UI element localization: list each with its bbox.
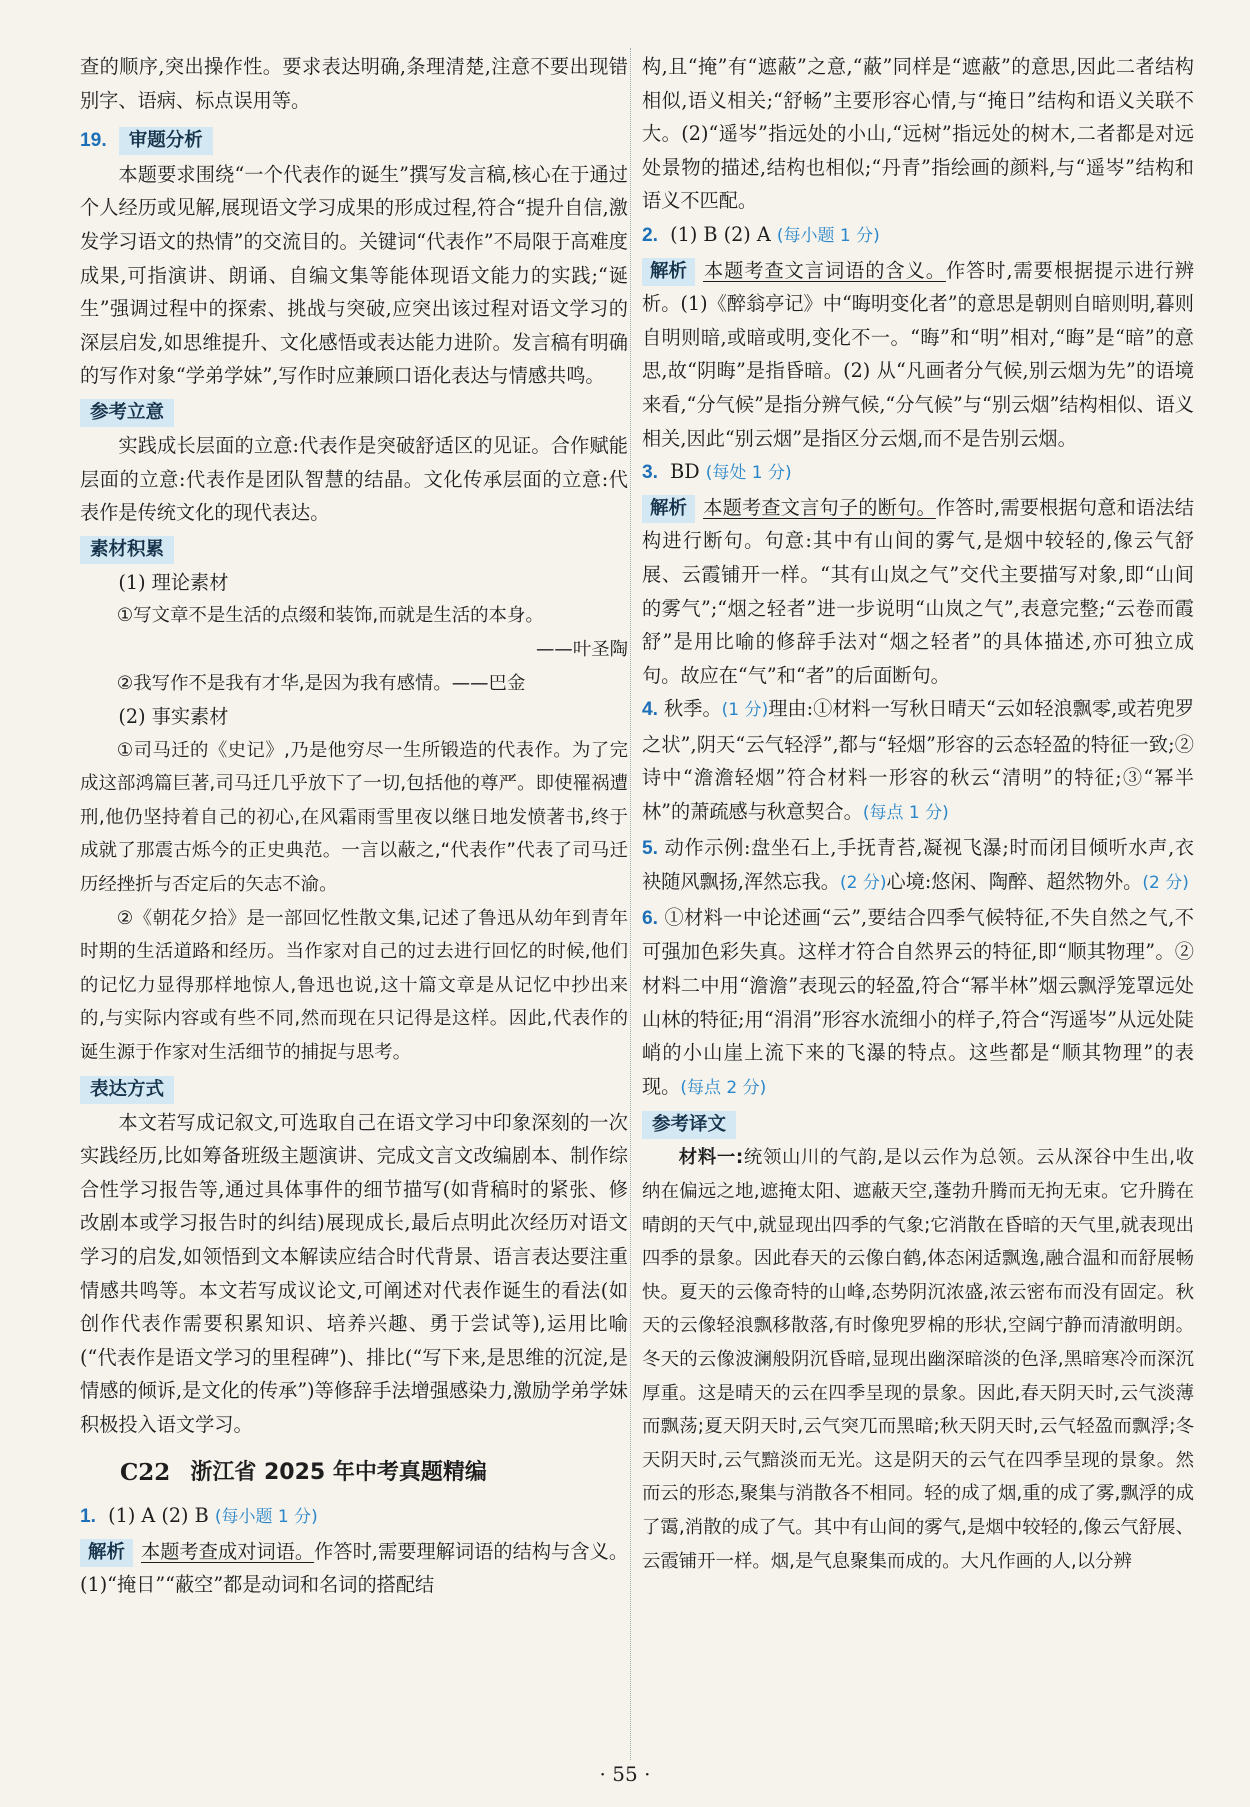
q2-score: (每小题 1 分) xyxy=(776,225,880,246)
q3-lead: 本题考查文言句子的断句。 xyxy=(703,495,936,519)
question-number: 19. xyxy=(80,130,107,152)
label-ideas: 参考立意 xyxy=(80,399,174,427)
tag-explanation: 解析 xyxy=(80,1539,133,1567)
q19-analysis: 本题要求围绕“一个代表作的诞生”撰写发言稿,核心在于通过个人经历或见解,展现语文学习成果的形成过程,符合“提升自信,激发学习语文的热情”的交流目的。关键词“代表作”不局限于高难度成果,可指演讲、朗诵、自编文集等能体现语文能力的实践;“诞生”强调过程中的探索、挑战与突破,应突出该过程对语文学习的深层启发,如思维提升、文化感悟或表达能力进阶。发言稿有明确的写作对象“学弟学妹”,写作时应兼顾口语化表达与情感共鸣。 xyxy=(80,162,628,388)
q1-answer-line xyxy=(80,1499,628,1535)
q6-score: (每点 2 分) xyxy=(680,1077,767,1098)
q19-expression: 本文若写成记叙文,可选取自己在语文学习中印象深刻的一次实践经历,比如筹备班级主题演讲、完成文言文改编剧本、制作综合性学习报告等,通过具体事件的细节描写(如背稿时的紧张、修改剧本或学习报告时的纠结)展现成长,最后点明此次经历对语文学习的启发,如领悟到文本解读应结合时代背景、语言表达要注重情感共鸣等。本文若写成议论文,可阐述对代表作诞生的看法(如创作代表作需要积累知识、培养兴趣、勇于尝试等),运用比喻(“代表作是语文学习的里程碑”)、排比(“写下来,是思维的沉淀,是情感的倾诉,是文化的传承”)等修辞手法增强感染力,激励学弟学妹积极投入语文学习。 xyxy=(80,1110,628,1436)
question-number: 6. xyxy=(642,907,659,929)
label-analysis: 审题分析 xyxy=(119,127,213,155)
q3-answer-line xyxy=(642,455,1194,491)
q2-text: 作答时,需要根据提示进行辨析。(1)《醉翁亭记》中“晦明变化者”的意思是朝则自暗则明,暮则自明则暗,或暗或明,变化不一。“晦”和“明”相对,“晦”是“暗”的意思,故“阴晦”是指昏暗。(2) 从“凡画者分气候,别云烟为先”的语境来看,“分气候”是指分辨气候,“分气候”与“别云烟”结构相似、语义相关,因此“别云烟”是指区分云烟,而不是告别云烟。 xyxy=(642,258,1195,450)
fact-2: ②《朝花夕拾》是一部回忆性散文集,记述了鲁迅从幼年到青年时期的生活道路和经历。当作家对自己的过去进行回忆的时候,他们的记忆力显得那样地惊人,鲁迅也说,这十篇文章是从记忆中抄出来的,与实际内容或有些不同,然而现在只记得是这样。因此,代表作的诞生源于作家对生活细节的捕捉与思考。 xyxy=(80,907,628,1064)
question-number: 3. xyxy=(642,462,659,484)
tag-explanation: 解析 xyxy=(642,258,695,286)
q4-score-2: (每点 1 分) xyxy=(862,803,949,824)
tag-explanation: 解析 xyxy=(642,495,695,523)
q19-ideas: 实践成长层面的立意:代表作是突破舒适区的见证。合作赋能层面的立意:代表作是团队智慧的结晶。文化传承层面的立意:代表作是传统文化的现代表达。 xyxy=(80,433,628,525)
q4-answer xyxy=(642,692,1194,830)
question-number: 4. xyxy=(642,699,659,721)
q1-explanation xyxy=(80,1535,628,1602)
label-expression: 表达方式 xyxy=(80,1076,174,1104)
q19-header xyxy=(80,123,628,158)
quote-1: ①写文章不是生活的点缀和装饰,而就是生活的本身。 xyxy=(116,605,544,627)
q5-answer xyxy=(642,831,1194,901)
q5-score-1: (2 分) xyxy=(839,873,887,894)
q2-answer-line xyxy=(642,218,1194,254)
q4-answer-text: 秋季。 xyxy=(664,697,722,721)
question-number: 5. xyxy=(642,837,659,859)
q1-continuation: 构,且“掩”有“遮蔽”之意,“蔽”同样是“遮蔽”的意思,因此二者结构相似,语义相关;“舒畅”主要形容心情,与“掩日”结构和语义关联不大。(2)“遥岑”指远处的小山,“远树”指远处的树木,二者都是对远处景物的描述,结构也相似;“丹青”指绘画的颜料,与“遥岑”结构和语义不匹配。 xyxy=(642,55,1194,213)
q3-answer: BD xyxy=(670,460,700,484)
q1-lead: 本题考查成对词语。 xyxy=(141,1539,315,1563)
section-heading xyxy=(120,1456,628,1490)
q4-text: 理由:①材料一写秋日晴天“云如轻浪飘零,或若兜罗之状”,阴天“云气轻浮”,都与“轻烟”形容的云态轻盈的特征一致;②诗中“澹澹轻烟”符合材料一形容的秋云“清明”的特征;③“幂半林”的萧疏感与秋意契合。 xyxy=(642,697,1195,824)
question-number: 1. xyxy=(80,1506,97,1528)
q4-score-1: (1 分) xyxy=(721,700,769,721)
q2-explanation xyxy=(642,254,1194,456)
q2-answer: (1) B (2) A xyxy=(670,222,771,246)
translation-lead: 材料一: xyxy=(678,1147,744,1169)
q6-answer xyxy=(642,901,1194,1106)
page-number: · 55 · xyxy=(599,1762,651,1786)
q3-explanation xyxy=(642,491,1194,693)
column-divider xyxy=(630,48,631,1760)
left-column xyxy=(80,50,628,1602)
q1-text: 作答时,需要理解词语的结构与含义。(1)“掩日”“蔽空”都是动词和名词的搭配结 xyxy=(80,1539,629,1597)
q6-text: ①材料一中论述画“云”,要结合四季气候特征,不失自然之气,不可强加色彩失真。这样才符合自然界云的特征,即“顺其物理”。②材料二中用“澹澹”表现云的轻盈,符合“幂半林”烟云飘浮笼罩远处山林的特征;用“涓涓”形容水流细小的样子,符合“泻遥岑”从远处陡峭的小山崖上流下来的飞瀑的特点。这些都是“顺其物理”的表现。 xyxy=(642,905,1194,1098)
q1-answer: (1) A (2) B xyxy=(108,1504,209,1528)
intro-continuation: 查的顺序,突出操作性。要求表达明确,条理清楚,注意不要出现错别字、语病、标点误用等。 xyxy=(80,55,628,112)
q5-score-2: (2 分) xyxy=(1142,873,1189,894)
section-title: 浙江省 2025 年中考真题精编 xyxy=(190,1459,487,1485)
q5-text: 动作示例:盘坐石上,手抚青苔,凝视飞瀑;时而闭目倾听水声,衣袂随风飘扬,浑然忘我。 xyxy=(642,835,1194,894)
section-code: C22 xyxy=(120,1458,171,1486)
q5-text-2: 心境:悠闲、陶醉、超然物外。 xyxy=(886,870,1143,894)
fact-heading: (2) 事实素材 xyxy=(118,705,229,729)
theory-heading: (1) 理论素材 xyxy=(118,570,229,594)
q3-score: (每处 1 分) xyxy=(705,463,792,484)
translation-text xyxy=(642,1141,1194,1578)
fact-1: ①司马迁的《史记》,乃是他穷尽一生所锻造的代表作。为了完成这部鸿篇巨著,司马迁几乎放下了一切,包括他的尊严。即使罹祸遭刑,他仍坚持着自己的初心,在风霜雨雪里夜以继日地发愤著书,终于成就了那震古烁今的正史典范。一言以蔽之,“代表作”代表了司马迁历经挫折与否定后的矢志不渝。 xyxy=(80,739,628,896)
label-material: 素材积累 xyxy=(80,536,174,564)
q2-lead: 本题考查文言词语的含义。 xyxy=(703,258,946,282)
q1-score: (每小题 1 分) xyxy=(214,1507,318,1528)
q3-text: 作答时,需要根据句意和语法结构进行断句。句意:其中有山间的雾气,是烟中较轻的,像云气舒展、云霞铺开一样。“其有山岚之气”交代主要描写对象,即“山间的雾气”;“烟之轻者”进一步说明“山岚之气”,表意完整;“云卷而霞舒”是用比喻的修辞手法对“烟之轻者”的具体描述,亦可独立成句。故应在“气”和“者”的后面断句。 xyxy=(642,495,1194,687)
question-number: 2. xyxy=(642,224,659,246)
quote-2: ②我写作不是我有才华,是因为我有感情。——巴金 xyxy=(116,672,526,694)
quote-1-author: ——叶圣陶 xyxy=(536,638,628,660)
translation-body: 统领山川的气韵,是以云作为总领。云从深谷中生出,收纳在偏远之地,遮掩太阳、遮蔽天空,蓬勃升腾而无拘无束。它升腾在晴朗的天气中,就显现出四季的气象;它消散在昏暗的天气里,就表现出四季的景象。因此春天的云像白鹤,体态闲适飘逸,融合温和而舒展畅快。夏天的云像奇特的山峰,态势阴沉浓盛,浓云密布而没有固定。秋天的云像轻浪飘移散落,有时像兜罗棉的形状,空阔宁静而清澈明朗。冬天的云像波澜般阴沉昏暗,显现出幽深暗淡的色泽,黑暗寒冷而深沉厚重。这是晴天的云在四季呈现的景象。因此,春天阴天时,云气淡薄而飘荡;夏天阴天时,云气突兀而黑暗;秋天阴天时,云气轻盈而飘浮;冬天阴天时,云气黯淡而无光。这是阴天的云气在四季呈现的景象。然而云的形态,聚集与消散各不相同。轻的成了烟,重的成了雾,飘浮的成了霭,消散的成了气。其中有山间的雾气,是烟中较轻的,像云气舒展、云霞铺开一样。烟,是气息聚集而成的。大凡作画的人,以分辨 xyxy=(642,1147,1194,1572)
label-translation: 参考译文 xyxy=(642,1111,736,1139)
right-column xyxy=(642,50,1194,1578)
